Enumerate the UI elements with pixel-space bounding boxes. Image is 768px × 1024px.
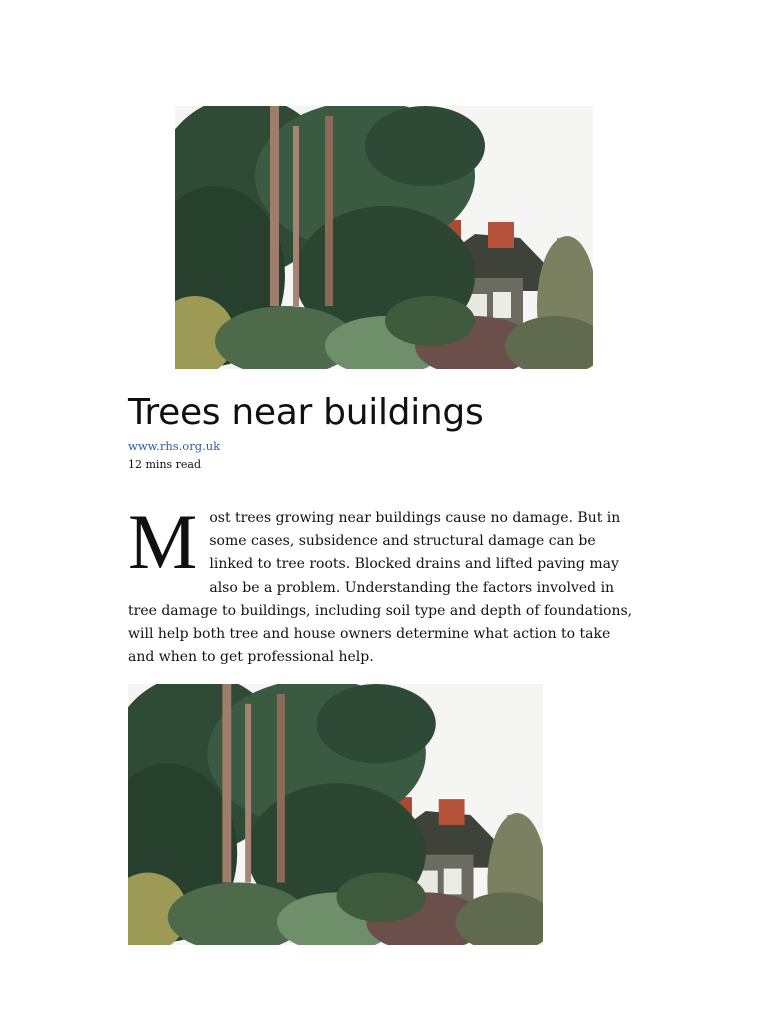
trees-house-photo (175, 106, 593, 369)
drop-cap: M (128, 498, 198, 585)
trees-house-photo-inline (128, 684, 543, 945)
source-link[interactable]: www.rhs.org.uk (128, 439, 221, 453)
hero-image (175, 106, 593, 369)
article-title: Trees near buildings (128, 392, 484, 433)
article-body (128, 498, 640, 669)
article-body-text: ost trees growing near buildings cause no damage. But in some cases, subsidence and structural damage can be linked to tree roots. Blocked drains and lifted paving may also be a problem. Understanding the factors involved in tree damage to buildings, including soil type and depth of foundations, will help both tree and house owners determine what action to take and when to get professional help. (128, 510, 633, 666)
inline-image (128, 684, 543, 945)
read-time: 12 mins read (128, 458, 202, 471)
